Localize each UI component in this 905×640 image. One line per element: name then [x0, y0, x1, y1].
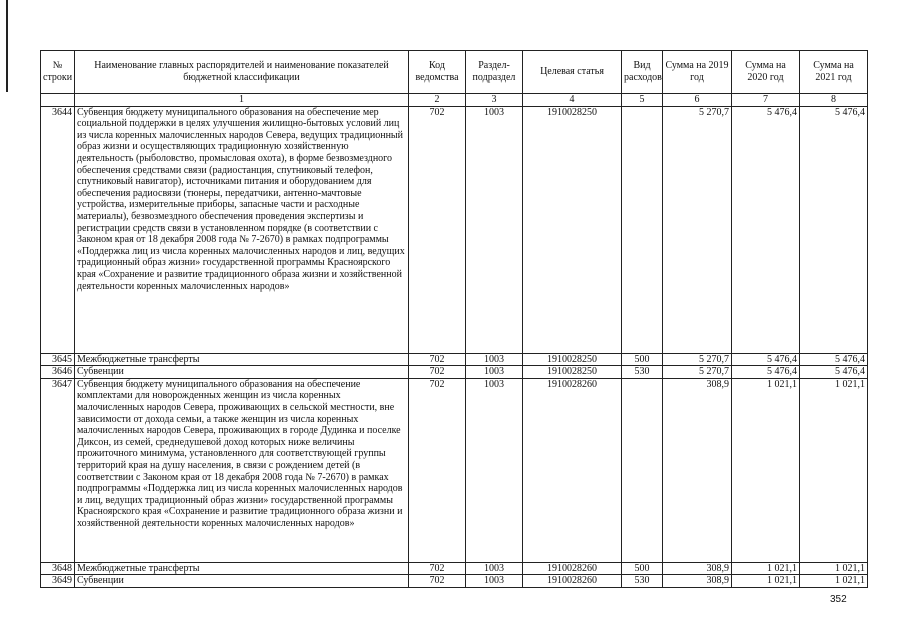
table-row	[41, 106, 868, 353]
row-number: 3644	[41, 106, 75, 353]
column-number: 4	[523, 94, 622, 107]
expense-type: 500	[622, 562, 663, 575]
row-number: 3648	[41, 562, 75, 575]
row-number: 3649	[41, 575, 75, 588]
section-code: 1003	[466, 575, 523, 588]
dept-code: 702	[409, 353, 466, 366]
header-sum-2019: Сумма на 2019 год	[663, 51, 732, 94]
page-number: 352	[830, 594, 847, 605]
header-exp-type: Вид расходов	[622, 51, 663, 94]
section-code: 1003	[466, 562, 523, 575]
header-sum-2020: Сумма на 2020 год	[732, 51, 800, 94]
dept-code: 702	[409, 366, 466, 379]
budget-table	[40, 50, 868, 588]
target-code: 1910028260	[523, 562, 622, 575]
target-code: 1910028250	[523, 106, 622, 353]
sum-2019: 308,9	[663, 562, 732, 575]
row-description: Субвенции	[75, 366, 409, 379]
row-description: Межбюджетные трансферты	[75, 353, 409, 366]
table-row	[41, 575, 868, 588]
sum-2021: 1 021,1	[800, 562, 868, 575]
expense-type	[622, 378, 663, 562]
header-target: Целевая статья	[523, 51, 622, 94]
expense-type	[622, 106, 663, 353]
table-row	[41, 562, 868, 575]
section-code: 1003	[466, 353, 523, 366]
target-code: 1910028260	[523, 575, 622, 588]
dept-code: 702	[409, 106, 466, 353]
section-code: 1003	[466, 378, 523, 562]
column-number: 7	[732, 94, 800, 107]
row-number: 3646	[41, 366, 75, 379]
sum-2020: 5 476,4	[732, 366, 800, 379]
sum-2021: 5 476,4	[800, 353, 868, 366]
column-number	[41, 94, 75, 107]
dept-code: 702	[409, 378, 466, 562]
sum-2021: 1 021,1	[800, 378, 868, 562]
sum-2021: 1 021,1	[800, 575, 868, 588]
sum-2019: 5 270,7	[663, 353, 732, 366]
column-number: 8	[800, 94, 868, 107]
section-code: 1003	[466, 106, 523, 353]
column-number: 6	[663, 94, 732, 107]
target-code: 1910028260	[523, 378, 622, 562]
table-row	[41, 353, 868, 366]
sum-2020: 1 021,1	[732, 562, 800, 575]
table-row	[41, 366, 868, 379]
row-number: 3647	[41, 378, 75, 562]
sum-2020: 5 476,4	[732, 106, 800, 353]
expense-type: 500	[622, 353, 663, 366]
row-number: 3645	[41, 353, 75, 366]
sum-2019: 308,9	[663, 575, 732, 588]
sum-2020: 1 021,1	[732, 575, 800, 588]
table-row	[41, 378, 868, 562]
margin-line	[6, 0, 8, 92]
expense-type: 530	[622, 575, 663, 588]
sum-2019: 308,9	[663, 378, 732, 562]
target-code: 1910028250	[523, 353, 622, 366]
row-description: Субвенция бюджету муниципального образования на обеспечение мер социальной поддержки в целях улучшения жилищно-бытовых условий лиц из числа коренных малочисленных народов Севера, ведущих традиционный образ жизни и осуществляющих традиционную хозяйственную деятельность (рыболовство, промысловая охота), в форме безвозмездного обеспечения средствами связи (радиостанция, спутниковый телефон, спутниковый навигатор), источниками питания и оборудованием для обеспечения радиосвязи (тюнеры, передатчики, антенно-мачтовые устройства, измерительные приборы, запасные части и расходные материалы), безвозмездного обеспечения проведения экспертизы и регистрации средств связи в установленном порядке (в соответствии с Законом края от 18 декабря 2008 года № 7-2670) в рамках подпрограммы «Поддержка лиц из числа коренных малочисленных народов и лиц, ведущих традиционный образ жизни» государственной программы Красноярского края «Сохранение и развитие традиционного образа жизни и хозяйственной деятельности коренных малочисленных народов»	[75, 106, 409, 353]
expense-type: 530	[622, 366, 663, 379]
sum-2021: 5 476,4	[800, 106, 868, 353]
header-dept-code: Код ведомства	[409, 51, 466, 94]
column-number: 5	[622, 94, 663, 107]
dept-code: 702	[409, 575, 466, 588]
row-description: Межбюджетные трансферты	[75, 562, 409, 575]
target-code: 1910028250	[523, 366, 622, 379]
column-number: 3	[466, 94, 523, 107]
section-code: 1003	[466, 366, 523, 379]
column-number: 1	[75, 94, 409, 107]
header-row	[41, 51, 868, 94]
header-name: Наименование главных распорядителей и наименование показателей бюджетной классификации	[75, 51, 409, 94]
header-sum-2021: Сумма на 2021 год	[800, 51, 868, 94]
row-description: Субвенция бюджету муниципального образования на обеспечение комплектами для новорожденных женщин из числа коренных малочисленных народов Севера, проживающих в сельской местности, вне зависимости от дохода семьи, а также женщин из числа коренных малочисленных народов Севера, проживающих в городе Дудинка и поселке Диксон, из семей, среднедушевой доход которых ниже величины прожиточного минимума, установленного для соответствующей группы территорий края на душу населения, в связи с рождением детей (в соответствии с Законом края от 18 декабря 2008 года № 7-2670) в рамках подпрограммы «Поддержка лиц из числа коренных малочисленных народов и лиц, ведущих традиционный образ жизни» государственной программы Красноярского края «Сохранение и развитие традиционного образа жизни и хозяйственной деятельности коренных малочисленных народов»	[75, 378, 409, 562]
sum-2020: 5 476,4	[732, 353, 800, 366]
column-number: 2	[409, 94, 466, 107]
row-description: Субвенции	[75, 575, 409, 588]
header-row-no: № строки	[41, 51, 75, 94]
dept-code: 702	[409, 562, 466, 575]
header-section: Раздел-подраздел	[466, 51, 523, 94]
sum-2021: 5 476,4	[800, 366, 868, 379]
sum-2019: 5 270,7	[663, 366, 732, 379]
sum-2019: 5 270,7	[663, 106, 732, 353]
sum-2020: 1 021,1	[732, 378, 800, 562]
column-number-row	[41, 94, 868, 107]
